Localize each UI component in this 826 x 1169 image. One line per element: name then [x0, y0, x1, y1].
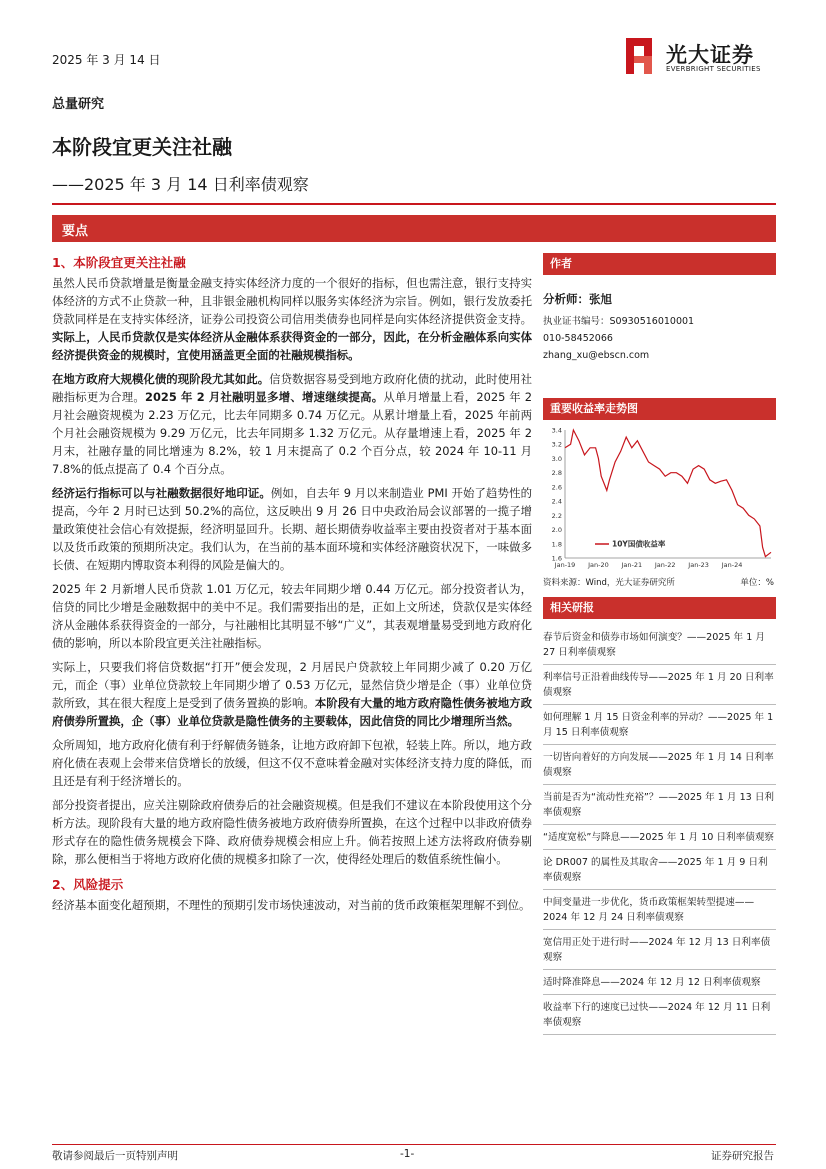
related-item[interactable]: 收益率下行的速度已过快——2024 年 12 月 11 日利率债观察: [543, 995, 776, 1035]
footer-divider: [52, 1144, 776, 1145]
x-tick-label: Jan-20: [588, 561, 609, 569]
related-label: 相关研报: [543, 597, 776, 619]
paragraph-2: 在地方政府大规模化债的现阶段尤其如此。信贷数据容易受到地方政府化债的扰动，此时使用社融指标更为合理。2025 年 2 月社融明显多增、增速继续提高。从单月增量上看，2025 年 2 月社会融资规模为 2.23 万亿元，比去年同期多 0.74 万亿元。从累计增量上看，2025 年前两个月社会融资规模为 9.29 万亿元，比去年同期多 1.32 万亿元。从存量增速上看，2025 年 2 月末，社融存量的同比增速为 8.2%，较 1 月末提高了 0.2 个百分点，较 2024 年 10-11 月 7.8%的低点提高了 0.4 个百分点。: [52, 372, 532, 476]
related-research-panel: [543, 597, 776, 1035]
x-tick-label: Jan-21: [621, 561, 643, 569]
related-item[interactable]: “适度宽松”与降息——2025 年 1 月 10 日利率债观察: [543, 825, 776, 850]
company-logo: [624, 36, 784, 80]
paragraph-3: 经济运行指标可以与社融数据很好地印证。例如，自去年 9 月以来制造业 PMI 开始了趋势性的提高，今年 2 月时已达到 50.2%的高位，这反映出 9 月 26 日中央政治局会议部署的一揽子增量政策使社会信心有效提振，经济明显回升。长期、超长期债券收益率主要由投资者对于基本面以及货币政策的预期所决定。我们认为，在当前的基本面环境和实体经济融资状况下，一味做多长债、在短期内博取资本利得的风险是偏大的。: [52, 486, 532, 572]
analyst-phone: 010-58452066: [543, 333, 613, 344]
y-tick-label: 2.8: [551, 469, 562, 478]
yield-chart: [543, 422, 776, 572]
x-tick-label: Jan-19: [554, 561, 576, 569]
y-tick-label: 2.4: [551, 497, 562, 506]
related-item[interactable]: 利率信号正沿着曲线传导——2025 年 1 月 20 日利率债观察: [543, 665, 776, 705]
logo-subtext: EVERBRIGHT SECURITIES: [666, 65, 761, 73]
related-item[interactable]: 宽信用正处于进行时——2024 年 12 月 13 日利率债观察: [543, 930, 776, 970]
y-tick-label: 2.6: [551, 483, 562, 492]
analyst-name: 分析师：张旭: [543, 292, 612, 306]
y-tick-label: 3.2: [551, 440, 562, 449]
related-list: [543, 625, 776, 1035]
footer-disclaimer: 敬请参阅最后一页特别声明: [52, 1150, 178, 1162]
footer-report-type: 证券研究报告: [711, 1150, 774, 1162]
related-item[interactable]: 春节后资金和债券市场如何演变？——2025 年 1 月 27 日利率债观察: [543, 625, 776, 665]
y-tick-label: 3.4: [551, 426, 562, 435]
paragraph-7: 部分投资者提出，应关注剔除政府债券后的社会融资规模。但是我们不建议在本阶段使用这个分析方法。现阶段有大量的地方政府隐性债务被地方政府债券所置换，在这个过程中以非政府债券形式存在的隐性债务规模会下降、政府债券规模会相应上升。倘若按照上述方法将政府债券剔除，那么便相当于将地方政府化债的规模多扣除了一次，使得经处理后的数值系统性偏小。: [52, 798, 532, 866]
report-date: 2025 年 3 月 14 日: [52, 53, 161, 67]
certificate-number: 执业证书编号：S0930516010001: [543, 316, 695, 327]
related-item[interactable]: 适时降准降息——2024 年 12 月 12 日利率债观察: [543, 970, 776, 995]
x-tick-label: Jan-24: [721, 561, 743, 569]
chart-footer: [543, 576, 776, 590]
related-item[interactable]: 中间变量进一步优化，货币政策框架转型提速——2024 年 12 月 24 日利率债观察: [543, 890, 776, 930]
related-item[interactable]: 一切皆向着好的方向发展——2025 年 1 月 14 日利率债观察: [543, 745, 776, 785]
x-tick-label: Jan-22: [654, 561, 676, 569]
paragraph-4: 2025 年 2 月新增人民币贷款 1.01 万亿元，较去年同期少增 0.44 万亿元。部分投资者认为，信贷的同比少增是金融数据中的美中不足。我们需要指出的是，正如上文所述，贷款仅是实体经济从金融体系获得资金的一部分，与社融相比其明显不够“广义”，其表观增量易受到地方政府化债的影响，所以本阶段宜更关注社融指标。: [52, 582, 532, 650]
chart-unit: 单位：%: [740, 578, 774, 588]
keypoints-banner: [52, 215, 776, 242]
series-line: [565, 430, 771, 557]
report-title: 本阶段宜更关注社融: [52, 135, 232, 159]
section-heading-2: 2、风险提示: [52, 877, 124, 892]
author-label: 作者: [543, 253, 776, 275]
paragraph-8: 经济基本面变化超预期，不理性的预期引发市场快速波动，对当前的货币政策框架理解不到位。: [52, 898, 531, 912]
keypoints-label: 要点: [62, 224, 89, 239]
report-subtitle: ——2025 年 3 月 14 日利率债观察: [52, 175, 309, 194]
y-tick-label: 2.2: [551, 511, 562, 520]
chart-label: 重要收益率走势图: [543, 398, 776, 420]
related-item[interactable]: 当前是否为“流动性充裕”？——2025 年 1 月 13 日利率债观察: [543, 785, 776, 825]
paragraph-1: 虽然人民币贷款增量是衡量金融支持实体经济力度的一个很好的指标，但也需注意，银行支持实体经济的方式不止贷款一种，且非银金融机构同样以服务实体经济为宗旨。例如，银行发放委托贷款同样是在支持实体经济，证券公司投资公司信用类债券也同样是向实体经济提供资金支持。实际上，人民币贷款仅是实体经济从金融体系获得资金的一部分，因此，在分析金融体系向实体经济提供资金的规模时，宜使用涵盖更全面的社融规模指标。: [52, 276, 532, 362]
yield-chart-svg: [543, 422, 776, 572]
legend-label: 10Y国债收益率: [612, 539, 666, 549]
related-item[interactable]: 论 DR007 的属性及其取舍——2025 年 1 月 9 日利率债观察: [543, 850, 776, 890]
x-tick-label: Jan-23: [688, 561, 709, 569]
paragraph-6: 众所周知，地方政府化债有利于纾解债务链条，让地方政府卸下包袱，轻装上阵。所以，地方政府化债在表观上会带来信贷增长的放缓，但这不仅不意味着金融对实体经济支持力度的降低，而且还是有利于经济增长的。: [52, 738, 532, 788]
y-tick-label: 1.8: [551, 540, 562, 549]
page-number: -1-: [400, 1148, 415, 1160]
paragraph-5: 实际上，只要我们将信贷数据“打开”便会发现，2 月居民户贷款较上年同期少减了 0.20 万亿元，而企（事）业单位贷款较上年同期少增了 0.53 万亿元，显然信贷少增是企（事）业单位贷款所致，其在很大程度上是受到了债务置换的影响。本阶段有大量的地方政府隐性债务被地方政府债券所置换，企（事）业单位贷款是隐性债务的主要载体，因此信贷的同比少增理所当然。: [52, 660, 532, 728]
yield-chart-panel: [543, 398, 776, 590]
chart-source: 资料来源：Wind，光大证券研究所: [543, 578, 675, 588]
y-tick-label: 2.0: [551, 526, 562, 535]
header-divider: [52, 203, 776, 205]
y-tick-label: 3.0: [551, 454, 562, 463]
related-item[interactable]: 如何理解 1 月 15 日资金利率的异动？——2025 年 1 月 15 日利率债观察: [543, 705, 776, 745]
report-category: 总量研究: [52, 97, 105, 112]
logo-text: 光大证券: [666, 43, 754, 67]
analyst-email: zhang_xu@ebscn.com: [543, 350, 650, 361]
section-heading-1: 1、本阶段宜更关注社融: [52, 255, 186, 270]
y-tick-label: 1.6: [551, 554, 562, 563]
author-panel: [543, 253, 776, 364]
main-content: [52, 252, 532, 920]
everbright-logo-icon: [624, 36, 658, 76]
